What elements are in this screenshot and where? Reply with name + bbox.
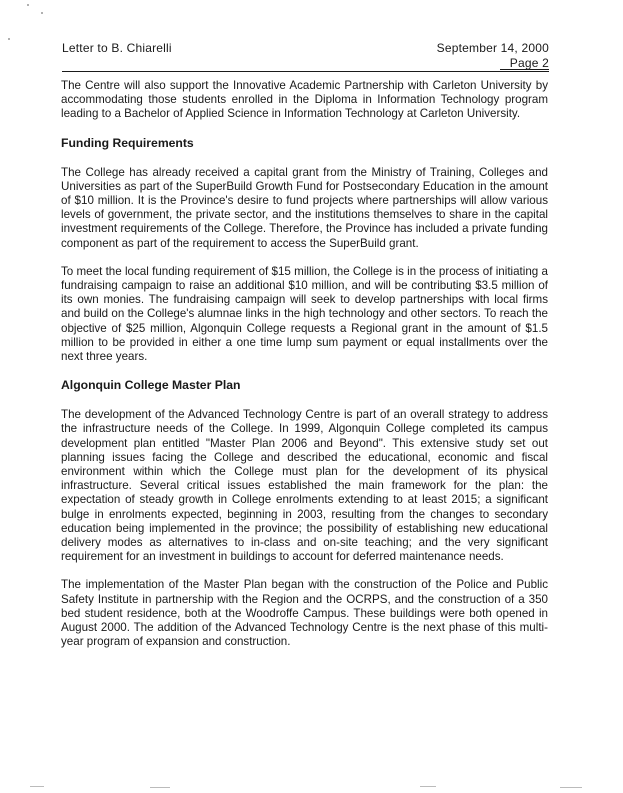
funding-paragraph-1: The College has already received a capital grant from the Ministry of Training, Colleges and Universities as part of the SuperBuild Growth Fund for Postsecondary Education in the amount of $10 million. It is the Province's desire to fund projects where partnerships will allow various levels of government, the private sector, and the institutions themselves to share in the capital investment requirements of the College. Therefore, the Province has included a private funding component as part of the requirement to access the SuperBuild grant. <box>61 165 548 250</box>
master-plan-paragraph-2: The implementation of the Master Plan began with the construction of the Police and Public Safety Institute in partnership with the Region and the OCRPS, and the construction of a 350 bed student residence, both at the Woodroffe Campus. These buildings were both opened in August 2000. The addition of the Advanced Technology Centre is the next phase of this multi-year program of expansion and construction. <box>61 578 548 649</box>
funding-paragraph-2: To meet the local funding requirement of $15 million, the College is in the process of initiating a fundraising campaign to raise an additional $10 million, and will be contributing $3.5 million of its own monies. The fundraising campaign will seek to develop partnerships with local firms and build on the College's alumnae links in the high technology and other sectors. To reach the objective of $25 million, Algonquin College requests a Regional grant in the amount of $1.5 million to be provided in either a one time lump sum payment or equal installments over the next three years. <box>61 264 548 364</box>
intro-paragraph: The Centre will also support the Innovative Academic Partnership with Carleton University by accommodating those students enrolled in the Diploma in Information Technology program leading to a Bachelor of Applied Science in Information Technology at Carleton University. <box>61 79 548 121</box>
header-divider <box>62 71 549 72</box>
header-page-number: Page 2 <box>509 56 549 70</box>
letter-body <box>61 79 548 664</box>
header-recipient: Letter to B. Chiarelli <box>62 41 172 55</box>
master-plan-paragraph-1: The development of the Advanced Technology Centre is part of an overall strategy to address the infrastructure needs of the College. In 1999, Algonquin College completed its campus development plan entitled "Master Plan 2006 and Beyond". This extensive study set out planning issues facing the College and described the educational, economic and fiscal environment within which the College must plan for the development of its physical infrastructure. Several critical issues established the main framework for the plan: the expectation of steady growth in College enrolments extending to at least 2015; a significant bulge in enrolments expected, beginning in 2003, resulting from the changes to secondary education being implemented in the province; the possibility of establishing new educational delivery modes as alternatives to in-class and on-site teaching; and the very significant requirement for an investment in buildings to account for deferred maintenance needs. <box>61 408 548 564</box>
header-date: September 14, 2000 <box>436 41 549 55</box>
page-number-underline <box>500 69 549 70</box>
funding-heading: Funding Requirements <box>61 135 194 150</box>
master-plan-heading: Algonquin College Master Plan <box>61 378 241 393</box>
